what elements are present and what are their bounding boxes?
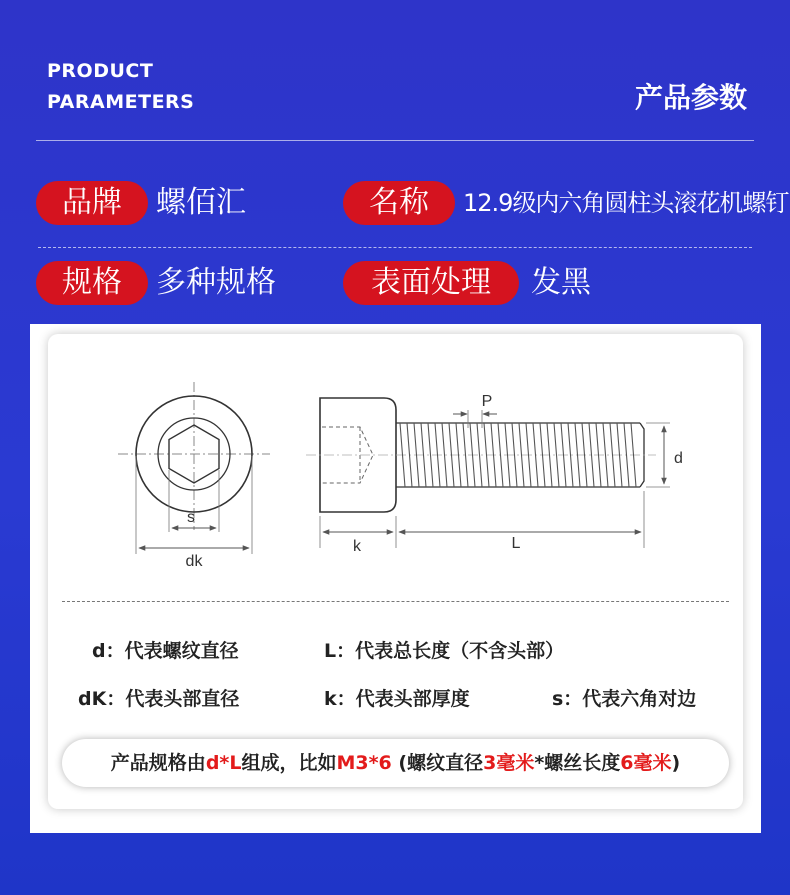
diagram-panel [30,324,761,833]
note-part5: (螺纹直径 [391,752,484,774]
diagram-card [48,334,743,809]
param-spec-value: 多种规格 [156,265,276,300]
note-part1: 产品规格由 [110,752,206,774]
param-row-1 [0,181,790,229]
note-part4: M3*6 [336,752,392,774]
label-L: L [511,535,521,552]
label-s: s [187,509,195,526]
param-divider [38,247,752,248]
param-name-label: 名称 [343,181,455,225]
label-dk: dk [185,553,203,570]
note-part3: 组成，比如 [241,752,337,774]
legend-divider [62,601,729,602]
label-P: P [481,393,493,410]
note-part6: 3毫米 [483,752,535,774]
label-k: k [353,538,361,555]
param-spec-label: 规格 [36,261,148,305]
note-part9: ) [671,752,681,774]
param-finish-label: 表面处理 [343,261,519,305]
legend-dK: dK：代表头部直径 [78,688,240,710]
note-part7: *螺丝长度 [534,752,621,774]
header-title-en [47,56,194,118]
legend-s: s：代表六角对边 [552,688,697,710]
param-name-value: 12.9级内六角圆柱头滚花机螺钉 [463,189,789,217]
note-part8: 6毫米 [620,752,672,774]
spec-note [62,739,729,787]
header-title-cn: 产品参数 [634,81,747,114]
param-brand-value: 螺佰汇 [156,185,246,220]
screw-head-top-view [118,382,270,554]
legend-d: d：代表螺纹直径 [92,640,239,662]
label-d: d [674,450,683,467]
header-title-en-line2: PARAMETERS [47,91,195,113]
param-brand-label: 品牌 [36,181,148,225]
screw-side-view [306,398,670,548]
param-finish-value: 发黑 [531,265,591,300]
note-part2: d*L [205,752,242,774]
header-divider [36,140,754,141]
header-title-en-line1: PRODUCT [47,60,154,82]
screw-diagram [48,334,743,594]
legend-k: k：代表头部厚度 [324,688,470,710]
param-row-2 [0,261,790,309]
legend-L: L：代表总长度（不含头部） [324,640,565,662]
